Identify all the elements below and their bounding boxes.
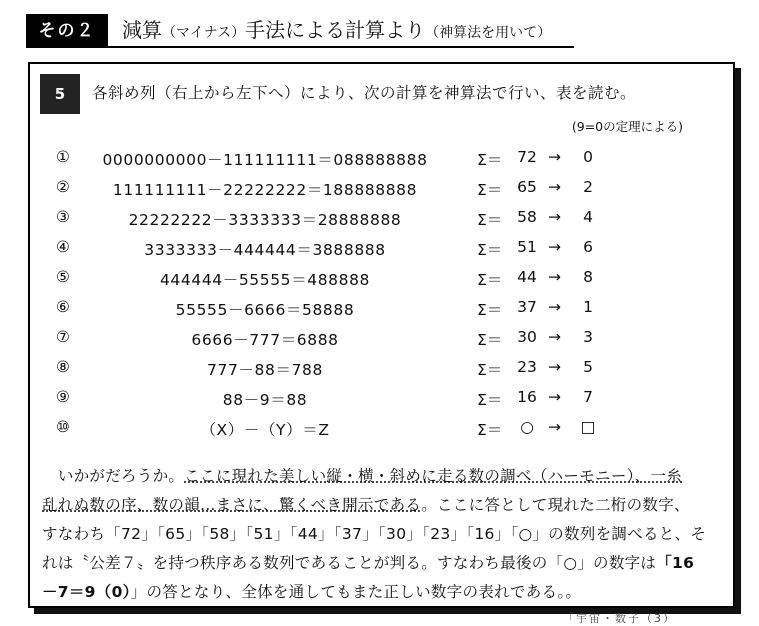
row-expression: 88－9＝88	[222, 391, 308, 409]
text-span: 」の答となり、全体を通してもまた正しい数字の表れである。。	[130, 583, 582, 601]
row-sum: 44	[517, 268, 537, 286]
calc-row	[30, 238, 730, 262]
arrow-icon: →	[548, 328, 561, 346]
row-result: 6	[583, 238, 593, 256]
row-expression: 22222222－3333333＝28888888	[128, 211, 402, 229]
row-result: □	[580, 418, 596, 436]
row-sum: 37	[517, 298, 537, 316]
question-box	[28, 62, 735, 608]
calc-row	[30, 358, 730, 382]
row-result: 8	[583, 268, 593, 286]
arrow-icon: →	[548, 208, 561, 226]
row-index: ③	[56, 208, 70, 226]
row-sum: 51	[517, 238, 537, 256]
paragraph-line	[42, 549, 728, 578]
bold-text: －7＝9（0）	[42, 583, 131, 601]
sigma-label: Σ＝	[477, 391, 503, 409]
sigma-label: Σ＝	[477, 181, 503, 199]
row-result: 3	[583, 328, 593, 346]
text-span: れは〝公差７〟を持つ秩序ある数列であることが判る。すなわち最後の「○」の数字は	[42, 554, 657, 572]
row-sum: 16	[517, 388, 537, 406]
title-rest: 手法による計算より	[245, 18, 426, 42]
row-result: 1	[583, 298, 593, 316]
row-index: ⑩	[56, 418, 70, 436]
arrow-icon: →	[548, 238, 561, 256]
row-expression: 3333333－444444＝3888888	[144, 241, 386, 259]
row-index: ⑦	[56, 328, 70, 346]
row-index: ②	[56, 178, 70, 196]
bold-text: 「16	[656, 554, 695, 572]
title-paren: （マイナス）	[162, 25, 246, 41]
header-underline	[108, 46, 574, 48]
row-index: ⑨	[56, 388, 70, 406]
calc-row	[30, 418, 730, 442]
row-index: ⑤	[56, 268, 70, 286]
row-index: ⑧	[56, 358, 70, 376]
row-sum: 58	[517, 208, 537, 226]
question-instruction: 各斜め列（右上から左下へ）により、次の計算を神算法で行い、表を読む。	[92, 84, 637, 102]
text-span: いかがだろうか。	[57, 467, 185, 485]
arrow-icon: →	[548, 418, 561, 436]
calc-row	[30, 178, 730, 202]
row-result: 7	[583, 388, 593, 406]
paragraph-line	[42, 578, 728, 607]
arrow-icon: →	[548, 178, 561, 196]
underlined-text: 乱れぬ数の序、数の韻…まさに、驚くべき開示である	[42, 496, 422, 514]
underlined-text: ここに現れた美しい縦・横・斜めに走る数の調べ（ハーモニー）、一糸	[184, 467, 683, 485]
row-expression: 444444－55555＝488888	[159, 271, 371, 289]
section-subtitle: （神算法を用いて）	[425, 25, 552, 41]
sigma-label: Σ＝	[477, 331, 503, 349]
section-header	[26, 14, 574, 48]
paragraph-line: すなわち「72」「65」「58」「51」「44」「37」「30」「23」「16」「○」の数列を調べると、そ	[42, 525, 707, 543]
row-index: ④	[56, 238, 70, 256]
row-sum: 30	[517, 328, 537, 346]
question-number: 5	[40, 74, 80, 114]
row-result: 4	[583, 208, 593, 226]
row-index: ⑥	[56, 298, 70, 316]
row-expression: 111111111－22222222＝188888888	[112, 181, 418, 199]
row-sum: 23	[517, 358, 537, 376]
text-span: 。ここに答として現れた二桁の数字、	[421, 496, 690, 514]
arrow-icon: →	[548, 388, 561, 406]
calc-row	[30, 388, 730, 412]
row-result: 5	[583, 358, 593, 376]
section-badge: その２	[26, 14, 108, 48]
arrow-icon: →	[548, 298, 561, 316]
explanation-paragraph	[42, 462, 728, 607]
row-expression: 0000000000－111111111＝088888888	[102, 151, 428, 169]
row-expression: 55555－6666＝58888	[175, 301, 355, 319]
row-expression: 777－88＝788	[207, 361, 323, 379]
sigma-label: Σ＝	[477, 151, 503, 169]
arrow-icon: →	[548, 358, 561, 376]
row-expression: （X）－（Y）＝Z	[200, 421, 330, 439]
sigma-label: Σ＝	[477, 271, 503, 289]
paragraph-line	[42, 491, 728, 520]
theorem-note: (9=0の定理による)	[571, 119, 683, 134]
calc-row	[30, 298, 730, 322]
sigma-label: Σ＝	[477, 301, 503, 319]
calc-row	[30, 328, 730, 352]
row-result: 2	[583, 178, 593, 196]
calc-row	[30, 268, 730, 292]
title-main: 減算	[122, 18, 162, 42]
paragraph-line	[42, 462, 728, 491]
footer-fragment: 「宇宙・数子（3）	[563, 612, 676, 625]
section-title	[122, 17, 551, 46]
sigma-label: Σ＝	[477, 211, 503, 229]
calc-row	[30, 148, 730, 172]
row-sum: 65	[517, 178, 537, 196]
row-sum: 72	[517, 148, 537, 166]
row-index: ①	[56, 148, 70, 166]
row-result: 0	[583, 148, 593, 166]
calc-row	[30, 208, 730, 232]
arrow-icon: →	[548, 148, 561, 166]
sigma-label: Σ＝	[477, 241, 503, 259]
arrow-icon: →	[548, 268, 561, 286]
sigma-label: Σ＝	[477, 361, 503, 379]
row-sum: ○	[520, 418, 534, 436]
sigma-label: Σ＝	[477, 421, 503, 439]
row-expression: 6666－777＝6888	[191, 331, 339, 349]
